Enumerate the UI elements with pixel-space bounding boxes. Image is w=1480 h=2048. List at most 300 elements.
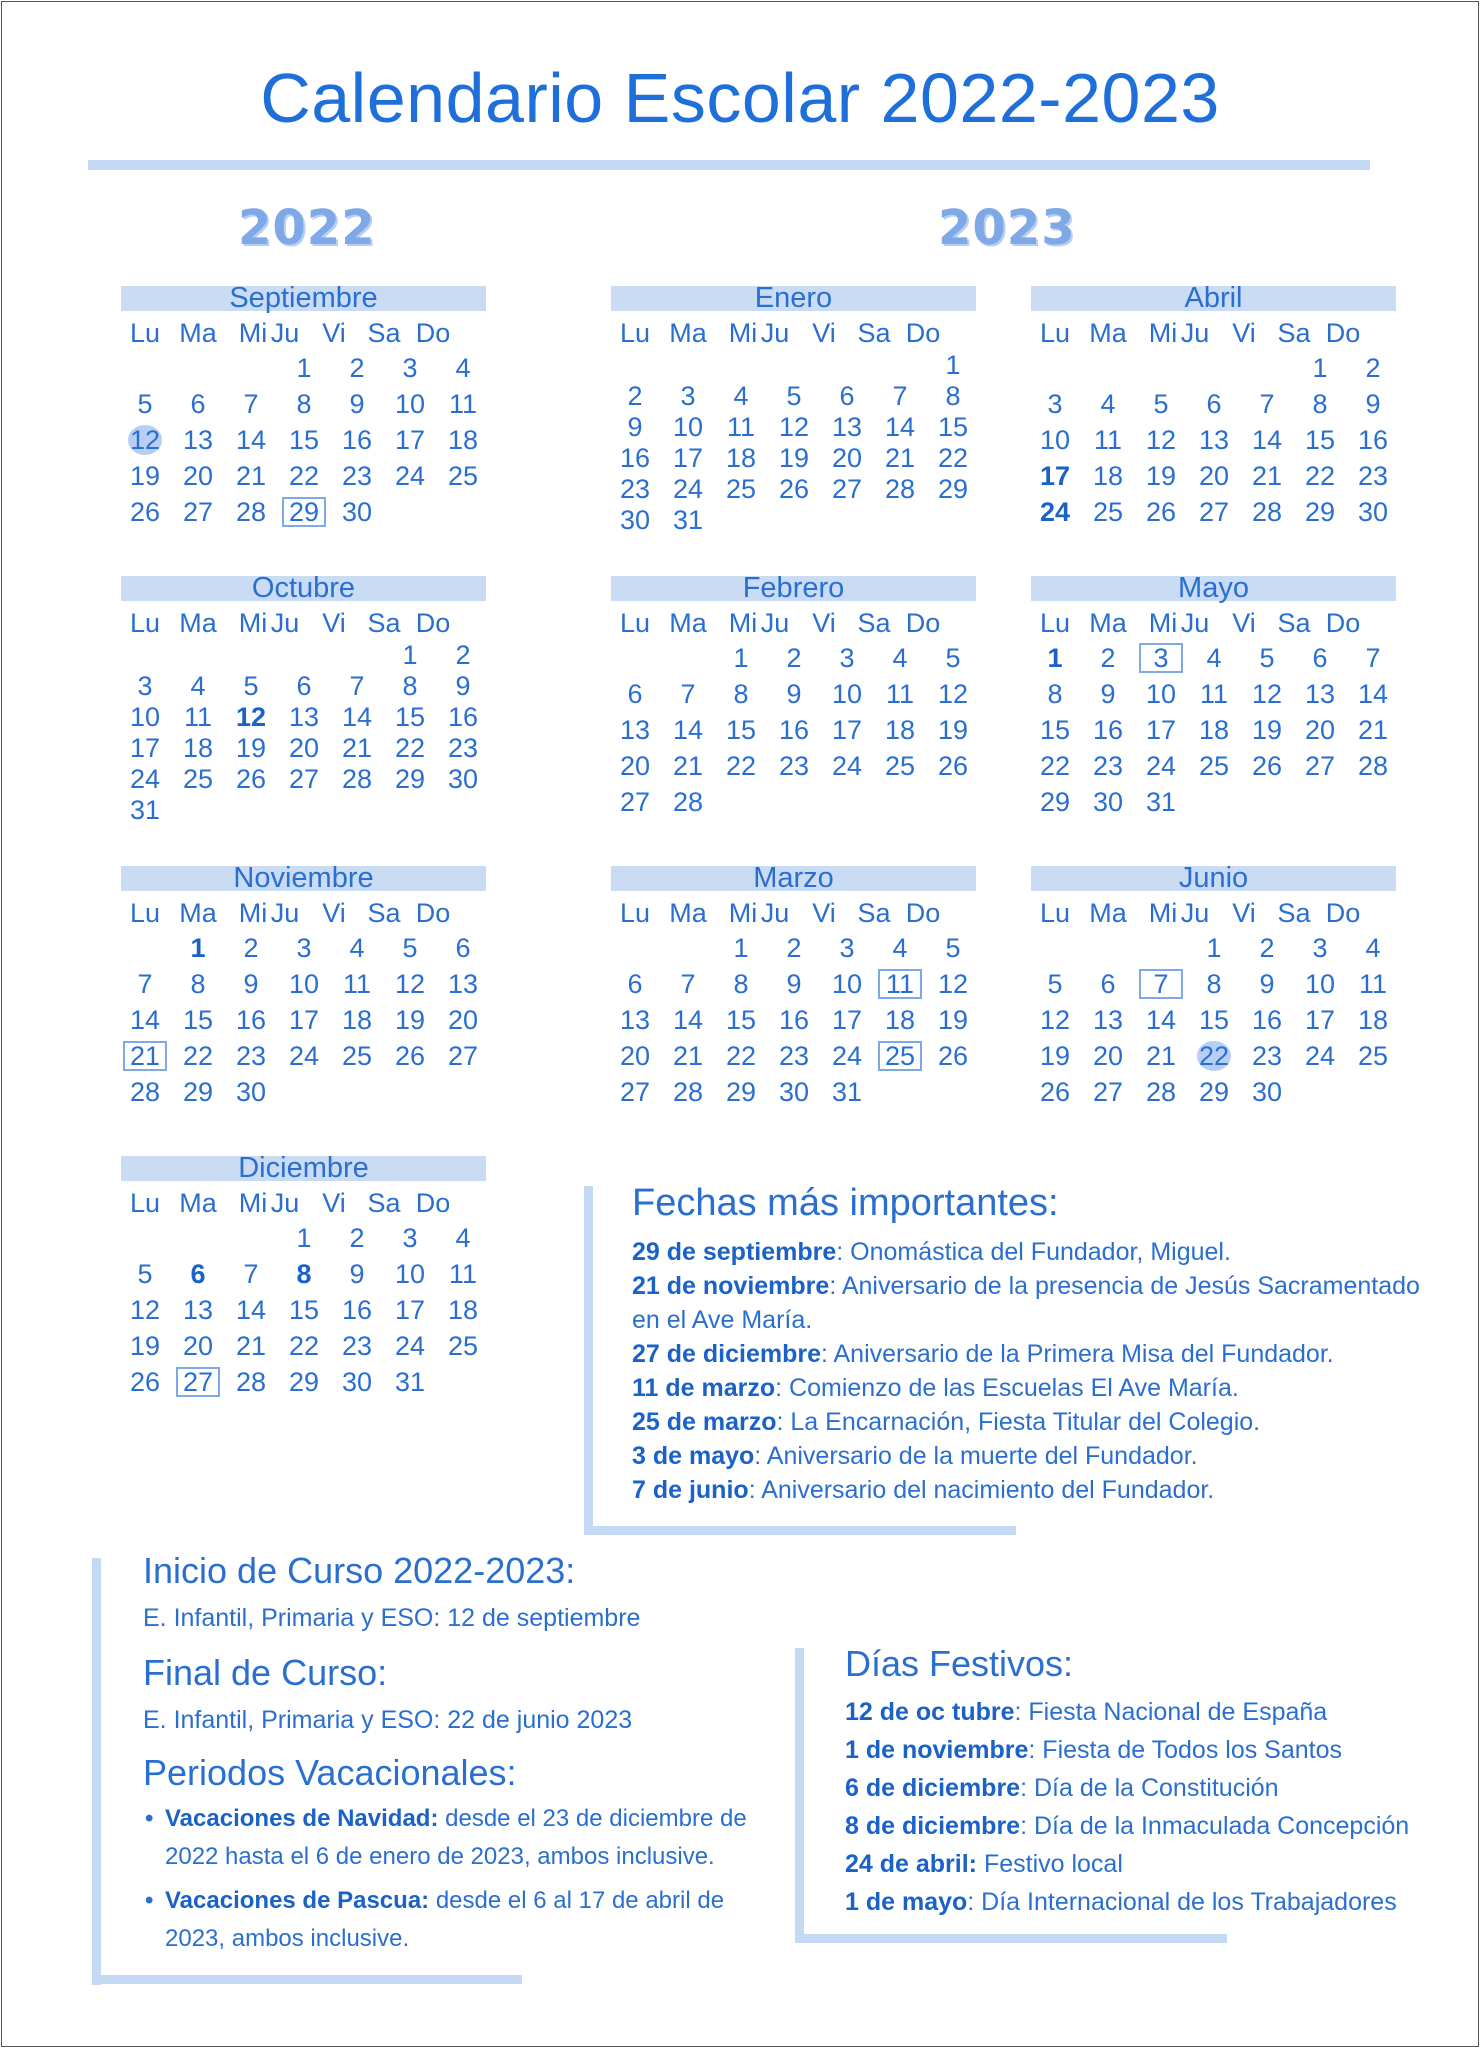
holidays-bar — [795, 1648, 804, 1940]
month-calendar-enero — [611, 282, 976, 537]
course-info-bar — [92, 1558, 101, 1985]
calendar-week-row — [1031, 677, 1396, 713]
calendar-day: 5 — [1047, 969, 1063, 999]
weekday-label: Do — [905, 898, 941, 928]
calendar-week-row — [611, 413, 976, 444]
weekday-label: Mi — [238, 318, 268, 348]
calendar-day: 3 — [680, 381, 696, 411]
weekday-label: Lu — [129, 898, 161, 928]
important-dates-bar — [584, 1186, 593, 1534]
calendar-day: 29 — [394, 764, 426, 794]
calendar-day: 23 — [1357, 461, 1389, 491]
holiday-text: : Día Internacional de los Trabajadores — [967, 1888, 1397, 1916]
holidays-title: Días Festivos: — [845, 1643, 1074, 1684]
calendar-day: 31 — [672, 505, 704, 535]
calendar-week-row — [121, 1293, 486, 1329]
calendar-day: 20 — [182, 461, 214, 491]
holidays-underline — [795, 1934, 1227, 1943]
calendar-day: 6 — [839, 381, 855, 411]
calendar-day: 6 — [455, 933, 471, 963]
calendar-day: 7 — [680, 969, 696, 999]
calendar-day: 17 — [1304, 1005, 1336, 1035]
calendar-week-row — [121, 1003, 486, 1039]
important-date-text: : Aniversario de la muerte del Fundador. — [754, 1442, 1198, 1470]
calendar-day: 6 — [190, 1259, 206, 1289]
calendar-day: 4 — [349, 933, 365, 963]
calendar-day: 18 — [725, 443, 757, 473]
weekday-header — [121, 1185, 486, 1221]
weekday-label: Ju — [270, 1188, 300, 1218]
calendar-day: 1 — [945, 350, 961, 380]
calendar-day: 21 — [1145, 1041, 1177, 1071]
weekday-label: Ma — [1089, 608, 1127, 638]
calendar-day: 10 — [1145, 679, 1177, 709]
calendar-day: 14 — [1251, 425, 1283, 455]
calendar-day: 18 — [1092, 461, 1124, 491]
calendar-week-row — [121, 1257, 486, 1293]
course-end-title: Final de Curso: — [143, 1652, 388, 1693]
weekday-header — [121, 895, 486, 931]
calendar-day: 26 — [1145, 497, 1177, 527]
month-name: Abril — [1031, 286, 1396, 311]
calendar-day: 1 — [190, 933, 206, 963]
calendar-day: 10 — [1304, 969, 1336, 999]
holiday-text: : Día de la Constitución — [1020, 1774, 1279, 1802]
calendar-day: 5 — [402, 933, 418, 963]
calendar-day: 14 — [884, 412, 916, 442]
vacation-label: Vacaciones de Pascua: — [165, 1887, 430, 1914]
calendar-day: 27 — [831, 474, 863, 504]
calendar-day: 8 — [296, 1259, 312, 1289]
calendar-day: 12 — [1039, 1005, 1071, 1035]
calendar-day: 4 — [1365, 933, 1381, 963]
weekday-label: Sa — [367, 608, 401, 638]
calendar-week-row — [121, 765, 486, 796]
calendar-day: 16 — [447, 702, 479, 732]
weekday-header — [611, 895, 976, 931]
calendar-day: 5 — [945, 933, 961, 963]
calendar-day: 19 — [778, 443, 810, 473]
calendar-day: 30 — [447, 764, 479, 794]
calendar-day: 20 — [288, 733, 320, 763]
vacation-periods-title: Periodos Vacacionales: — [143, 1752, 517, 1793]
course-start-text: E. Infantil, Primaria y ESO: 12 de septiembre — [143, 1604, 641, 1632]
calendar-day: 12 — [778, 412, 810, 442]
weekday-label: Mi — [1148, 898, 1178, 928]
important-date-label: 21 de noviembre — [632, 1272, 830, 1300]
calendar-day: 19 — [1251, 715, 1283, 745]
vacation-text: desde el 6 al 17 de abril de 2023, ambos inclusive. — [165, 1887, 725, 1952]
calendar-day: 3 — [402, 353, 418, 383]
calendar-week-row — [1031, 713, 1396, 749]
calendar-day: 12 — [1145, 425, 1177, 455]
calendar-day: 5 — [137, 1259, 153, 1289]
month-name: Octubre — [121, 576, 486, 601]
calendar-day: 5 — [1259, 643, 1275, 673]
calendar-day: 1 — [1206, 933, 1222, 963]
calendar-day: 14 — [1145, 1005, 1177, 1035]
calendar-day: 18 — [884, 1005, 916, 1035]
calendar-day: 9 — [1100, 679, 1116, 709]
important-dates-title: Fechas más importantes: — [632, 1182, 1059, 1224]
month-name: Febrero — [611, 576, 976, 601]
calendar-day: 9 — [627, 412, 643, 442]
calendar-day: 15 — [937, 412, 969, 442]
calendar-day: 23 — [341, 461, 373, 491]
weekday-label: Ma — [669, 318, 707, 348]
month-name: Mayo — [1031, 576, 1396, 601]
weekday-label: Ju — [760, 318, 790, 348]
calendar-day: 22 — [1190, 1039, 1238, 1073]
calendar-day: 25 — [1198, 751, 1230, 781]
calendar-day: 17 — [129, 733, 161, 763]
year-2023-heading: 2023 — [938, 200, 1076, 256]
calendar-day: 27 — [174, 1365, 222, 1399]
calendar-day: 31 — [394, 1367, 426, 1397]
calendar-week-row — [1031, 387, 1396, 423]
calendar-day: 4 — [455, 353, 471, 383]
calendar-day: 13 — [831, 412, 863, 442]
weekday-label: Sa — [367, 1188, 401, 1218]
weekday-label: Sa — [367, 898, 401, 928]
calendar-day: 12 — [937, 679, 969, 709]
calendar-day: 26 — [129, 1367, 161, 1397]
important-date-label: 7 de junio — [632, 1476, 749, 1504]
calendar-day: 19 — [394, 1005, 426, 1035]
month-name: Diciembre — [121, 1156, 486, 1181]
calendar-day: 15 — [1039, 715, 1071, 745]
calendar-day: 15 — [725, 1005, 757, 1035]
calendar-day: 19 — [1039, 1041, 1071, 1071]
weekday-header — [611, 605, 976, 641]
important-date-text: : Onomástica del Fundador, Miguel. — [836, 1238, 1231, 1266]
calendar-day: 27 — [288, 764, 320, 794]
calendar-week-row — [121, 796, 486, 827]
bullet-icon: • — [145, 1805, 154, 1832]
calendar-day: 9 — [349, 1259, 365, 1289]
calendar-day: 17 — [394, 1295, 426, 1325]
calendar-week-row — [1031, 495, 1396, 531]
calendar-day: 10 — [672, 412, 704, 442]
calendar-day: 18 — [1357, 1005, 1389, 1035]
calendar-day: 22 — [182, 1041, 214, 1071]
title-rule — [88, 160, 1370, 170]
calendar-day: 15 — [725, 715, 757, 745]
calendar-day: 28 — [235, 497, 267, 527]
weekday-label: Do — [415, 1188, 451, 1218]
calendar-day: 14 — [672, 1005, 704, 1035]
calendar-day: 1 — [733, 643, 749, 673]
calendar-week-row — [611, 713, 976, 749]
calendar-week-row — [611, 677, 976, 713]
calendar-day: 28 — [884, 474, 916, 504]
calendar-day: 7 — [680, 679, 696, 709]
holiday-item — [845, 1807, 1465, 1845]
weekday-label: Sa — [857, 318, 891, 348]
calendar-day: 18 — [447, 425, 479, 455]
calendar-day: 22 — [394, 733, 426, 763]
calendar-day: 14 — [1357, 679, 1389, 709]
calendar-day: 19 — [129, 1331, 161, 1361]
weekday-label: Ma — [179, 1188, 217, 1218]
weekday-label: Vi — [322, 608, 346, 638]
weekday-header — [611, 315, 976, 351]
calendar-day: 2 — [455, 640, 471, 670]
important-dates-underline — [584, 1526, 1016, 1535]
holiday-date: 6 de diciembre — [845, 1774, 1021, 1802]
calendar-day: 20 — [831, 443, 863, 473]
vacation-item — [143, 1882, 768, 1958]
calendar-day: 11 — [1358, 969, 1388, 999]
vacation-text: desde el 23 de diciembre de 2022 hasta el 6 de enero de 2023, ambos inclusive. — [165, 1805, 747, 1870]
calendar-day: 5 — [137, 389, 153, 419]
calendar-day: 13 — [182, 425, 214, 455]
calendar-day: 17 — [1145, 715, 1177, 745]
calendar-day: 3 — [1312, 933, 1328, 963]
calendar-day: 18 — [884, 715, 916, 745]
calendar-week-row — [1031, 459, 1396, 495]
calendar-day: 4 — [733, 381, 749, 411]
calendar-week-row — [1031, 931, 1396, 967]
calendar-day: 28 — [672, 1077, 704, 1107]
calendar-day: 11 — [342, 969, 372, 999]
important-date-item — [632, 1439, 1452, 1473]
calendar-week-row — [121, 1329, 486, 1365]
weekday-label: Lu — [619, 608, 651, 638]
calendar-day: 21 — [235, 461, 267, 491]
weekday-label: Lu — [619, 318, 651, 348]
calendar-day: 12 — [1251, 679, 1283, 709]
weekday-label: Ju — [760, 898, 790, 928]
month-name: Noviembre — [121, 866, 486, 891]
vacation-item — [143, 1800, 768, 1876]
calendar-day: 13 — [619, 1005, 651, 1035]
calendar-week-row — [1031, 749, 1396, 785]
calendar-week-row — [121, 1075, 486, 1111]
calendar-day: 5 — [243, 671, 259, 701]
calendar-day: 17 — [288, 1005, 320, 1035]
calendar-day: 2 — [1100, 643, 1116, 673]
calendar-day: 30 — [341, 497, 373, 527]
calendar-day: 7 — [137, 969, 153, 999]
weekday-label: Ma — [669, 608, 707, 638]
calendar-day: 3 — [402, 1223, 418, 1253]
calendar-day: 3 — [839, 933, 855, 963]
calendar-week-row — [121, 387, 486, 423]
weekday-label: Lu — [129, 318, 161, 348]
calendar-day: 2 — [1259, 933, 1275, 963]
holiday-item — [845, 1845, 1465, 1883]
important-date-item — [632, 1473, 1452, 1507]
calendar-day: 22 — [288, 1331, 320, 1361]
calendar-day: 20 — [182, 1331, 214, 1361]
calendar-day: 21 — [121, 1039, 169, 1073]
important-date-label: 29 de septiembre — [632, 1238, 837, 1266]
calendar-day: 28 — [672, 787, 704, 817]
calendar-day: 8 — [1312, 389, 1328, 419]
calendar-day: 22 — [288, 461, 320, 491]
calendar-week-row — [1031, 641, 1396, 677]
calendar-day: 2 — [349, 1223, 365, 1253]
calendar-day: 11 — [1093, 425, 1123, 455]
calendar-day: 27 — [1304, 751, 1336, 781]
calendar-week-row — [121, 459, 486, 495]
weekday-label: Do — [905, 318, 941, 348]
vacation-periods-list — [143, 1800, 768, 1964]
calendar-day: 19 — [129, 461, 161, 491]
calendar-week-row — [611, 931, 976, 967]
important-date-text: : La Encarnación, Fiesta Titular del Colegio. — [776, 1408, 1261, 1436]
important-date-label: 3 de mayo — [632, 1442, 755, 1470]
month-name: Septiembre — [121, 286, 486, 311]
calendar-day: 23 — [341, 1331, 373, 1361]
calendar-day: 16 — [1251, 1005, 1283, 1035]
calendar-week-row — [611, 967, 976, 1003]
weekday-label: Do — [415, 608, 451, 638]
weekday-label: Ma — [669, 898, 707, 928]
holiday-item — [845, 1769, 1465, 1807]
weekday-label: Lu — [1039, 608, 1071, 638]
weekday-label: Ma — [179, 318, 217, 348]
weekday-label: Mi — [728, 898, 758, 928]
calendar-day: 27 — [619, 1077, 651, 1107]
calendar-day: 16 — [341, 425, 373, 455]
calendar-day: 21 — [1251, 461, 1283, 491]
calendar-day: 27 — [619, 787, 651, 817]
calendar-day: 1 — [296, 353, 312, 383]
calendar-day: 2 — [786, 933, 802, 963]
weekday-label: Sa — [1277, 898, 1311, 928]
calendar-week-row — [121, 672, 486, 703]
important-date-label: 11 de marzo — [632, 1374, 776, 1402]
holiday-date: 1 de mayo — [845, 1888, 968, 1916]
calendar-day: 14 — [129, 1005, 161, 1035]
calendar-day: 1 — [733, 933, 749, 963]
calendar-day: 30 — [1092, 787, 1124, 817]
month-name: Junio — [1031, 866, 1396, 891]
calendar-day: 16 — [619, 443, 651, 473]
calendar-week-row — [1031, 1075, 1396, 1111]
calendar-day: 24 — [394, 1331, 426, 1361]
calendar-day: 23 — [447, 733, 479, 763]
weekday-header — [121, 605, 486, 641]
calendar-day: 28 — [341, 764, 373, 794]
calendar-day: 1 — [1312, 353, 1328, 383]
calendar-day: 26 — [937, 1041, 969, 1071]
calendar-day: 4 — [892, 933, 908, 963]
calendar-day: 8 — [190, 969, 206, 999]
calendar-day: 22 — [725, 1041, 757, 1071]
holiday-date: 1 de noviembre — [845, 1736, 1029, 1764]
month-calendar-octubre — [121, 572, 486, 827]
month-calendar-abril — [1031, 282, 1396, 531]
important-date-item — [632, 1405, 1452, 1439]
calendar-day: 29 — [1304, 497, 1336, 527]
calendar-day: 26 — [394, 1041, 426, 1071]
calendar-day: 25 — [182, 764, 214, 794]
calendar-day: 30 — [1251, 1077, 1283, 1107]
calendar-day: 18 — [341, 1005, 373, 1035]
calendar-day: 14 — [341, 702, 373, 732]
calendar-day: 7 — [243, 389, 259, 419]
calendar-day: 28 — [235, 1367, 267, 1397]
weekday-label: Vi — [322, 898, 346, 928]
calendar-day: 23 — [619, 474, 651, 504]
calendar-day: 10 — [394, 1259, 426, 1289]
calendar-day: 16 — [1357, 425, 1389, 455]
calendar-day: 31 — [1145, 787, 1177, 817]
weekday-label: Mi — [1148, 608, 1178, 638]
calendar-day: 18 — [182, 733, 214, 763]
calendar-day: 16 — [778, 1005, 810, 1035]
calendar-week-row — [611, 749, 976, 785]
weekday-label: Mi — [238, 898, 268, 928]
calendar-day: 8 — [402, 671, 418, 701]
calendar-week-row — [611, 506, 976, 537]
calendar-day: 24 — [1304, 1041, 1336, 1071]
calendar-day: 15 — [394, 702, 426, 732]
calendar-day: 10 — [129, 702, 161, 732]
calendar-day: 24 — [288, 1041, 320, 1071]
weekday-label: Ju — [1180, 898, 1210, 928]
calendar-week-row — [611, 1075, 976, 1111]
calendar-day: 20 — [1198, 461, 1230, 491]
calendar-day: 7 — [1365, 643, 1381, 673]
month-name: Marzo — [611, 866, 976, 891]
calendar-day: 11 — [448, 389, 478, 419]
weekday-label: Ma — [1089, 898, 1127, 928]
holiday-date: 8 de diciembre — [845, 1812, 1021, 1840]
weekday-label: Sa — [1277, 608, 1311, 638]
calendar-day: 2 — [243, 933, 259, 963]
calendar-day: 7 — [1137, 967, 1185, 1001]
calendar-week-row — [121, 1039, 486, 1075]
calendar-day: 17 — [831, 1005, 863, 1035]
weekday-label: Sa — [857, 608, 891, 638]
weekday-label: Lu — [1039, 318, 1071, 348]
important-date-item — [632, 1371, 1452, 1405]
calendar-day: 1 — [1047, 643, 1063, 673]
calendar-day: 9 — [455, 671, 471, 701]
course-end-text: E. Infantil, Primaria y ESO: 22 de junio 2023 — [143, 1706, 633, 1734]
calendar-week-row — [121, 931, 486, 967]
calendar-week-row — [121, 351, 486, 387]
calendar-day: 23 — [235, 1041, 267, 1071]
month-name: Enero — [611, 286, 976, 311]
calendar-week-row — [121, 495, 486, 531]
calendar-day: 14 — [235, 1295, 267, 1325]
weekday-label: Ju — [270, 898, 300, 928]
calendar-day: 14 — [672, 715, 704, 745]
calendar-day: 16 — [1092, 715, 1124, 745]
calendar-day: 28 — [1145, 1077, 1177, 1107]
calendar-day: 23 — [1251, 1041, 1283, 1071]
weekday-label: Ma — [1089, 318, 1127, 348]
calendar-day: 2 — [786, 643, 802, 673]
calendar-day: 24 — [394, 461, 426, 491]
calendar-day: 24 — [831, 751, 863, 781]
month-calendar-marzo — [611, 862, 976, 1111]
calendar-day: 6 — [1312, 643, 1328, 673]
calendar-day: 22 — [1304, 461, 1336, 491]
calendar-day: 11 — [726, 412, 756, 442]
calendar-day: 22 — [937, 443, 969, 473]
calendar-day: 20 — [1304, 715, 1336, 745]
calendar-day: 30 — [619, 505, 651, 535]
weekday-label: Do — [1325, 608, 1361, 638]
calendar-day: 7 — [1259, 389, 1275, 419]
weekday-label: Vi — [812, 608, 836, 638]
